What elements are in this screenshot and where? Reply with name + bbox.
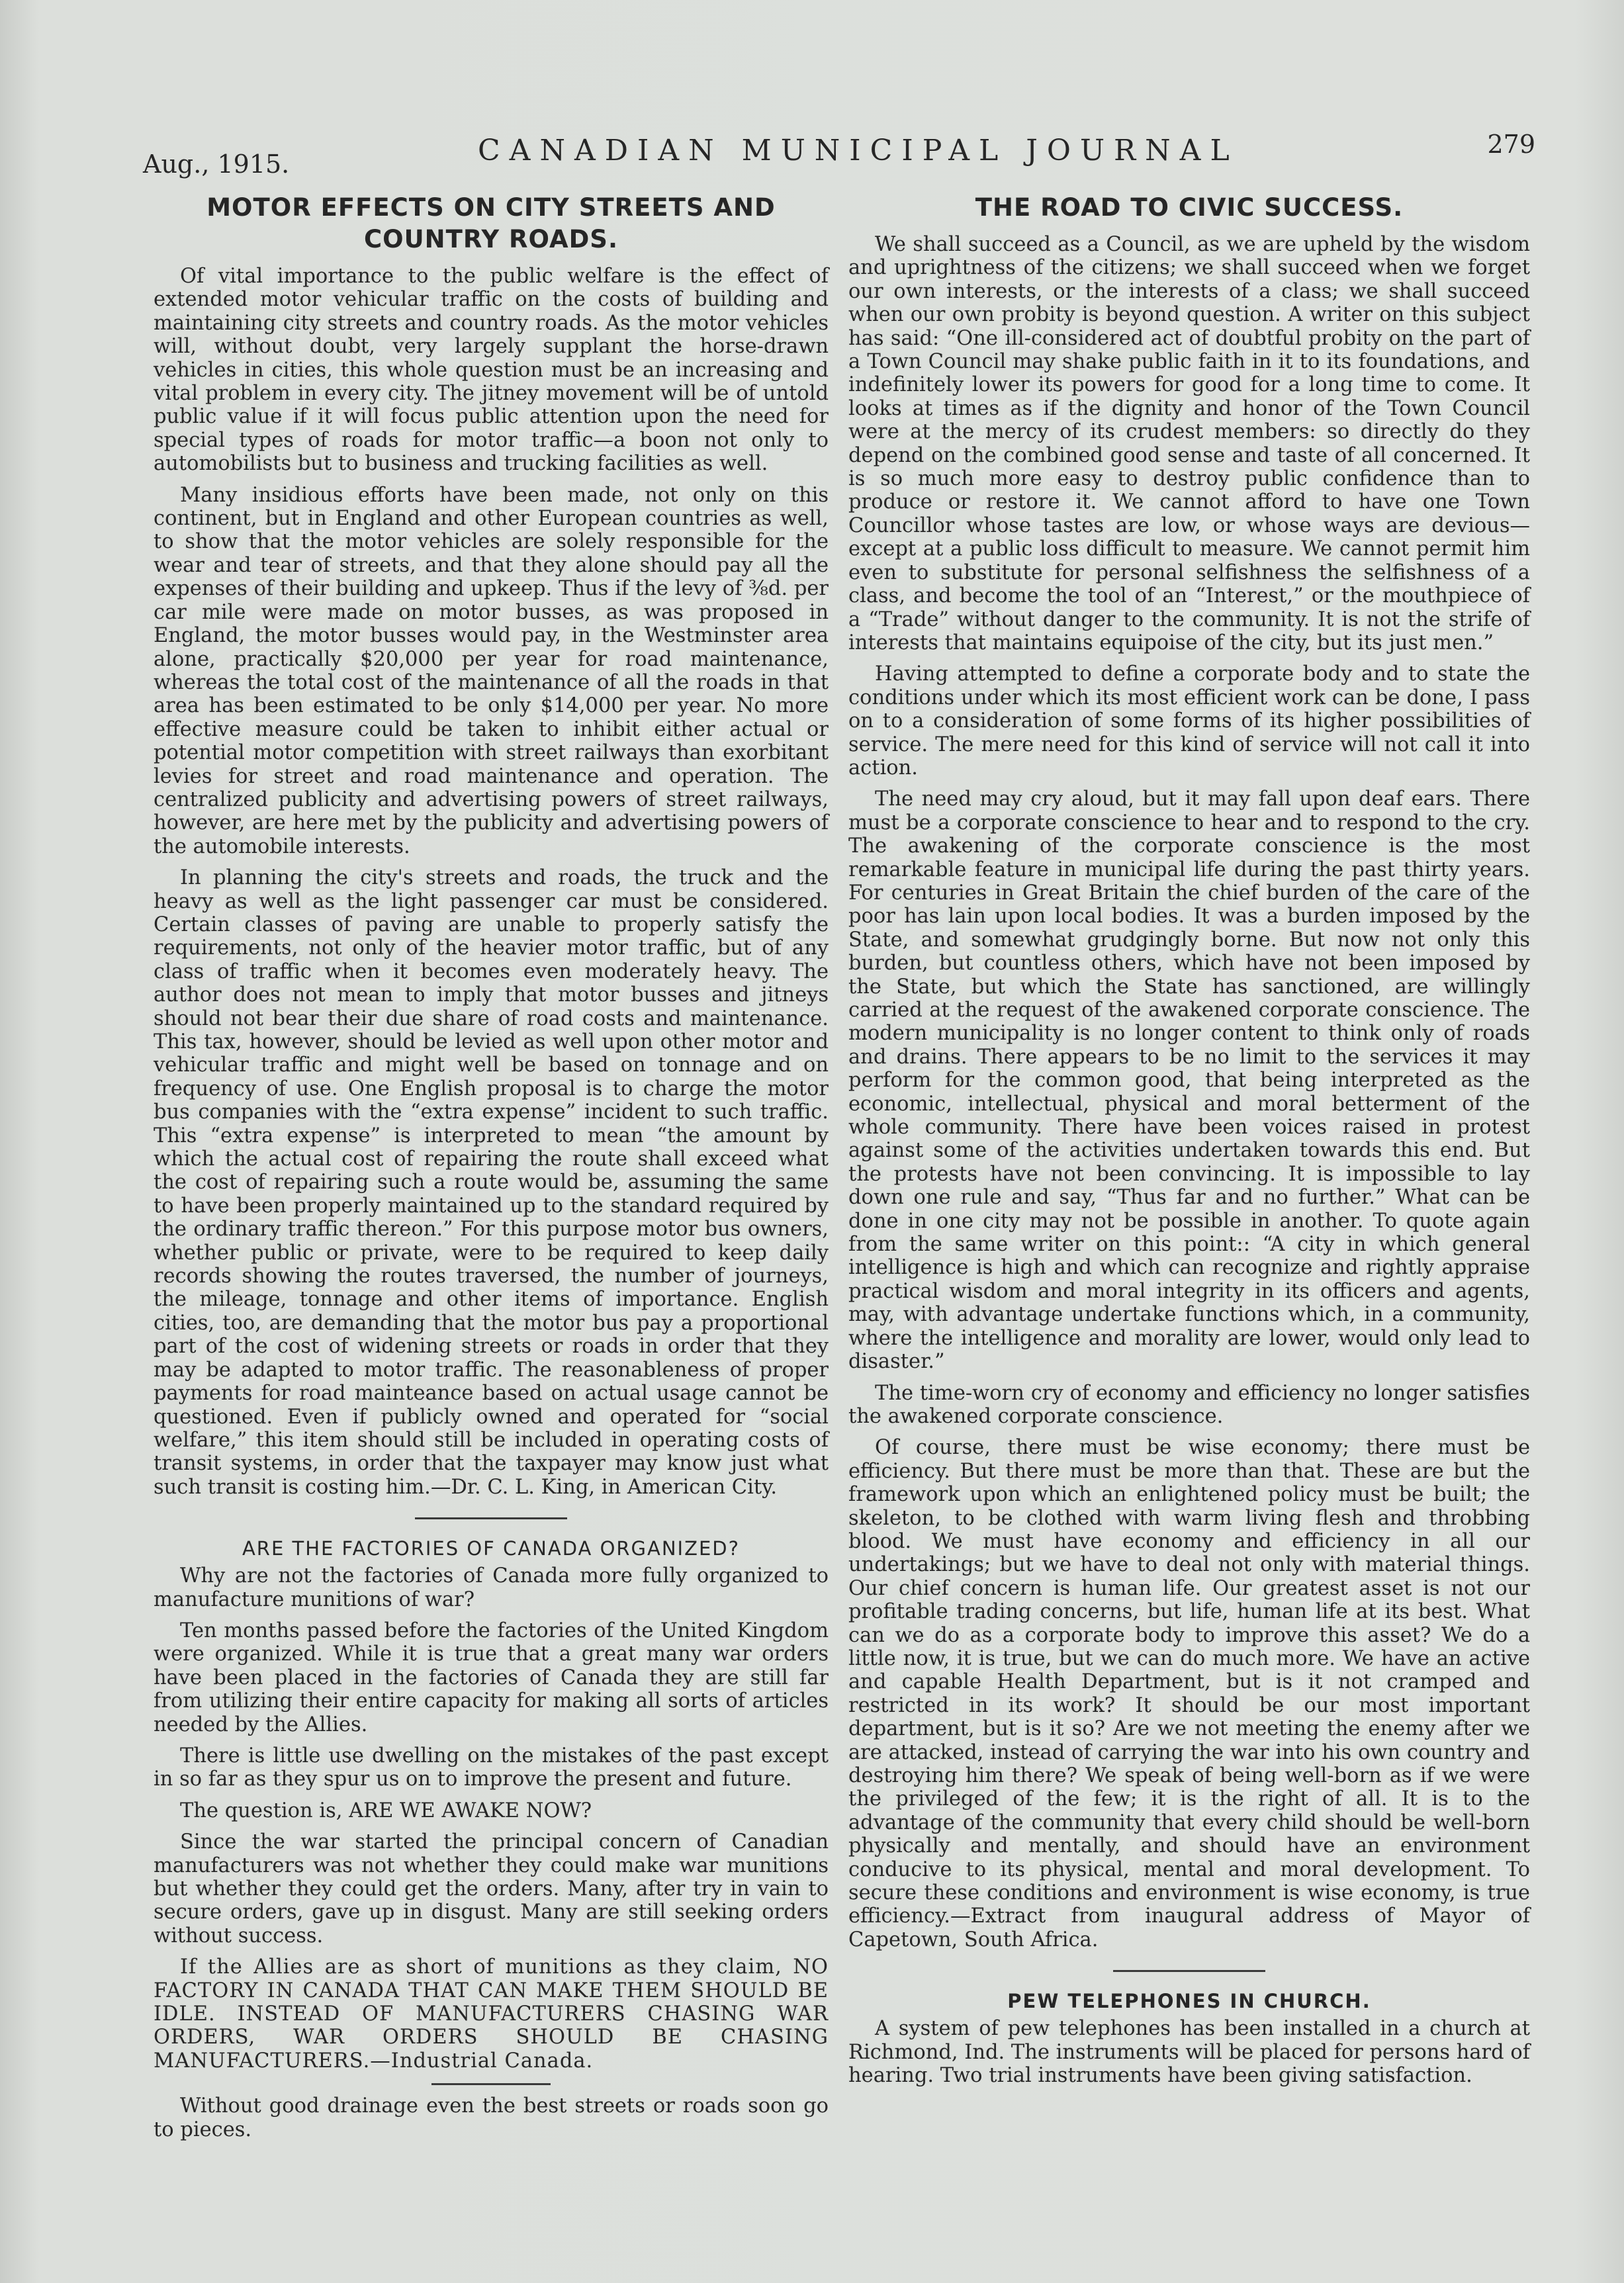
issue-date: Aug., 1915. [143, 150, 290, 179]
article-title-factories: ARE THE FACTORIES OF CANADA ORGANIZED? [242, 1537, 741, 1560]
article-title-motor-effects: MOTOR EFFECTS ON CITY STREETS AND COUNTRY ROADS. [206, 193, 776, 253]
paragraph: Of course, there must be wise economy; there must be efficiency. But there must be more than that. These are but the framework upon which an enlightened policy must be built; the skeleton, to be clothed with warm living flesh and throbbing blood. We must have economy and efficiency in all our undertakings; but we have to deal not only with material things. Our chief concern is human life. Our greatest asset is not our profitable trading concerns, but life, human life at its best. What can we do as a corporate body to improve this asset? We do a little now, it is true, but we can do much more. We have an active and capable Health Department, but is it not cramped and restricted in its work? It should be our most important department, but is it so? Are we not meeting the enemy after we are attacked, instead of carrying the war into his own country and destroying him there? We speak of being well-born as if we were the privileged of the few; it is the right of all. It is to the advantage of the community that every child should be well-born physically and mentally, and should have an environment conducive to its physical, mental and moral development. To secure these conditions and environment is wise economy, is true efficiency.—Extract from inaugural address of Mayor of Capetown, South Africa. [848, 1436, 1530, 1951]
paragraph: Ten months passed before the factories of the United Kingdom were organized. While it is true that a great many war orders have been placed in the factories of Canada they are still far from utilizing their entire capacity for making all sorts of articles needed by the Allies. [154, 1619, 829, 1736]
right-column [848, 192, 1530, 2095]
filler-note: Without good drainage even the best streets or roads soon go to pieces. [154, 2094, 829, 2141]
paragraph: The time-worn cry of economy and efficiency no longer satisfies the awakened corporate conscience. [848, 1381, 1530, 1428]
paragraph: There is little use dwelling on the mistakes of the past except in so far as they spur us on to improve the present and future. [154, 1744, 829, 1791]
section-divider [415, 1517, 567, 1519]
paragraph: Why are not the factories of Canada more fully organized to manufacture munitions of war? [154, 1564, 829, 1611]
section-divider [1113, 1970, 1265, 1972]
running-head [139, 130, 1535, 179]
article-title-civic-success: THE ROAD TO CIVIC SUCCESS. [975, 193, 1404, 222]
paragraph: Many insidious efforts have been made, not only on this continent, but in England and other European countries as well, to show that the motor vehicles are solely responsible for the wear and tear of streets, and that they alone should pay all the expenses of their building and upkeep. Thus if the levy of ⅜d. per car mile were made on motor busses, as was proposed in England, the motor busses would pay, in the Westminster area alone, practically $20,000 per year for road maintenance, whereas the total cost of the maintenance of all the roads in that area has been estimated to be only $14,000 per year. No more effective measure could be taken to inhibit either actual or potential motor competition with street railways than exorbitant levies for street and road maintenance and operation. The centralized publicity and advertising powers of street railways, however, are here met by the publicity and advertising powers of the automobile interests. [154, 483, 829, 858]
journal-title: CANADIAN MUNICIPAL JOURNAL [478, 134, 1239, 167]
paragraph: In planning the city's streets and roads, the truck and the heavy as well as the light passenger car must be considered. Certain classes of paving are unable to properly satisfy the requirements, not only of the heavier motor traffic, but of any class of traffic when it becomes even moderately heavy. The author does not mean to imply that motor busses and jitneys should not bear their due share of road costs and maintenance. This tax, however, should be levied as well upon other motor and vehicular traffic and might well be based on tonnage and on frequency of use. One English proposal is to charge the motor bus companies with the “extra expense” incident to such traffic. This “extra expense” is interpreted to mean “the amount by which the actual cost of repairing the route shall exceed what the cost of repairing such a route would be, assuming the same to have been properly maintained up to the standard required by the ordinary traffic thereon.” For this purpose motor bus owners, whether public or private, were to be required to keep daily records showing the routes traversed, the number of journeys, the mileage, tonnage and other items of importance. English cities, too, are demanding that the motor bus pay a proportional part of the cost of widening streets or roads in order that they may be adapted to motor traffic. The reasonableness of proper payments for road mainteance based on actual usage cannot be questioned. Even if publicly owned and operated for “social welfare,” this item should still be included in operating costs of transit systems, in order that the taxpayer may know just what such transit is costing him.—Dr. C. L. King, in American City. [154, 866, 829, 1499]
left-column [154, 192, 829, 2149]
article-title-pew-telephones: PEW TELEPHONES IN CHURCH. [1007, 1990, 1371, 2013]
paragraph: Of vital importance to the public welfare is the effect of extended motor vehicular traffic on the costs of building and maintaining city streets and country roads. As the motor vehicles will, without doubt, very largely supplant the horse-drawn vehicles in cities, this whole question must be an increasing and vital problem in every city. The jitney movement will be of untold public value if it will focus public attention upon the need for special types of roads for motor traffic—a boon not only to automobilists but to business and trucking facilities as well. [154, 265, 829, 476]
paragraph: Having attempted to define a corporate body and to state the conditions under which its most efficient work can be done, I pass on to a consideration of some forms of its higher possibilities of service. The mere need for this kind of service will not call it into action. [848, 662, 1530, 780]
page-number: 279 [1487, 130, 1535, 159]
paragraph: A system of pew telephones has been installed in a church at Richmond, Ind. The instruments will be placed for persons hard of hearing. Two trial instruments have been giving satisfaction. [848, 2017, 1530, 2088]
paragraph: The question is, ARE WE AWAKE NOW? [180, 1799, 592, 1822]
paragraph: We shall succeed as a Council, as we are upheld by the wisdom and uprightness of the citizens; we shall succeed when we forget our own interests, or the interests of a class; we shall succeed when our own probity is beyond question. A writer on this subject has said: “One ill-considered act of doubtful probity on the part of a Town Council may shake public faith in it to its foundations, and indefinitely lower its powers for good for a long time to come. It looks at times as if the dignity and honor of the Town Council were at the mercy of its crudest members: so directly do they depend on the combined good sense and taste of all concerned. It is so much more easy to destroy public confidence than to produce or restore it. We cannot afford to have one Town Councillor whose tastes are low, or whose ways are devious—except at a public loss difficult to measure. We cannot permit him even to substitute for personal selfishness the selfishness of a class, and become the tool of an “Interest,” or the mouthpiece of a “Trade” without danger to the community. It is not the strife of interests that maintains equipoise of the city, but its just men.” [848, 233, 1530, 654]
paragraph: Since the war started the principal concern of Canadian manufacturers was not whether they could make war munitions but whether they could get the orders. Many, after try in vain to secure orders, gave up in disgust. Many are still seeking orders without success. [154, 1830, 829, 1947]
paragraph: The need may cry aloud, but it may fall upon deaf ears. There must be a corporate conscience to hear and to respond to the cry. The awakening of the corporate conscience is the most remarkable feature in municipal life during the past thirty years. For centuries in Great Britain the chief burden of the care of the poor has lain upon local bodies. It was a burden imposed by the State, and somewhat grudgingly borne. But now not only this burden, but countless others, which have not been imposed by the State, but which the State has sanctioned, are willingly carried at the request of the awakened corporate conscience. The modern municipality is no longer content to think only of roads and drains. There appears to be no limit to the services it may perform for the common good, that being interpreted as the economic, intellectual, physical and moral betterment of the whole community. There have been voices raised in protest against some of the activities undertaken towards this end. But the protests have not been convincing. It is impossible to lay down one rule and say, “Thus far and no further.” What can be done in one city may not be possible in another. To quote again from the same writer on this point:: “A city in which general intelligence is high and which can recognize and rightly appraise practical wisdom and moral integrity in its officers and agents, may, with advantage undertake functions which, in a community, where the intelligence and morality are lower, would only lead to disaster.” [848, 787, 1530, 1374]
section-divider [431, 2083, 551, 2085]
paragraph: If the Allies are as short of munitions as they claim, NO FACTORY IN CANADA THAT CAN MAKE THEM SHOULD BE IDLE. INSTEAD OF MANUFACTURERS CHASING WAR ORDERS, WAR ORDERS SHOULD BE CHASING MANUFACTURERS.—Industrial Canada. [154, 1955, 829, 2073]
